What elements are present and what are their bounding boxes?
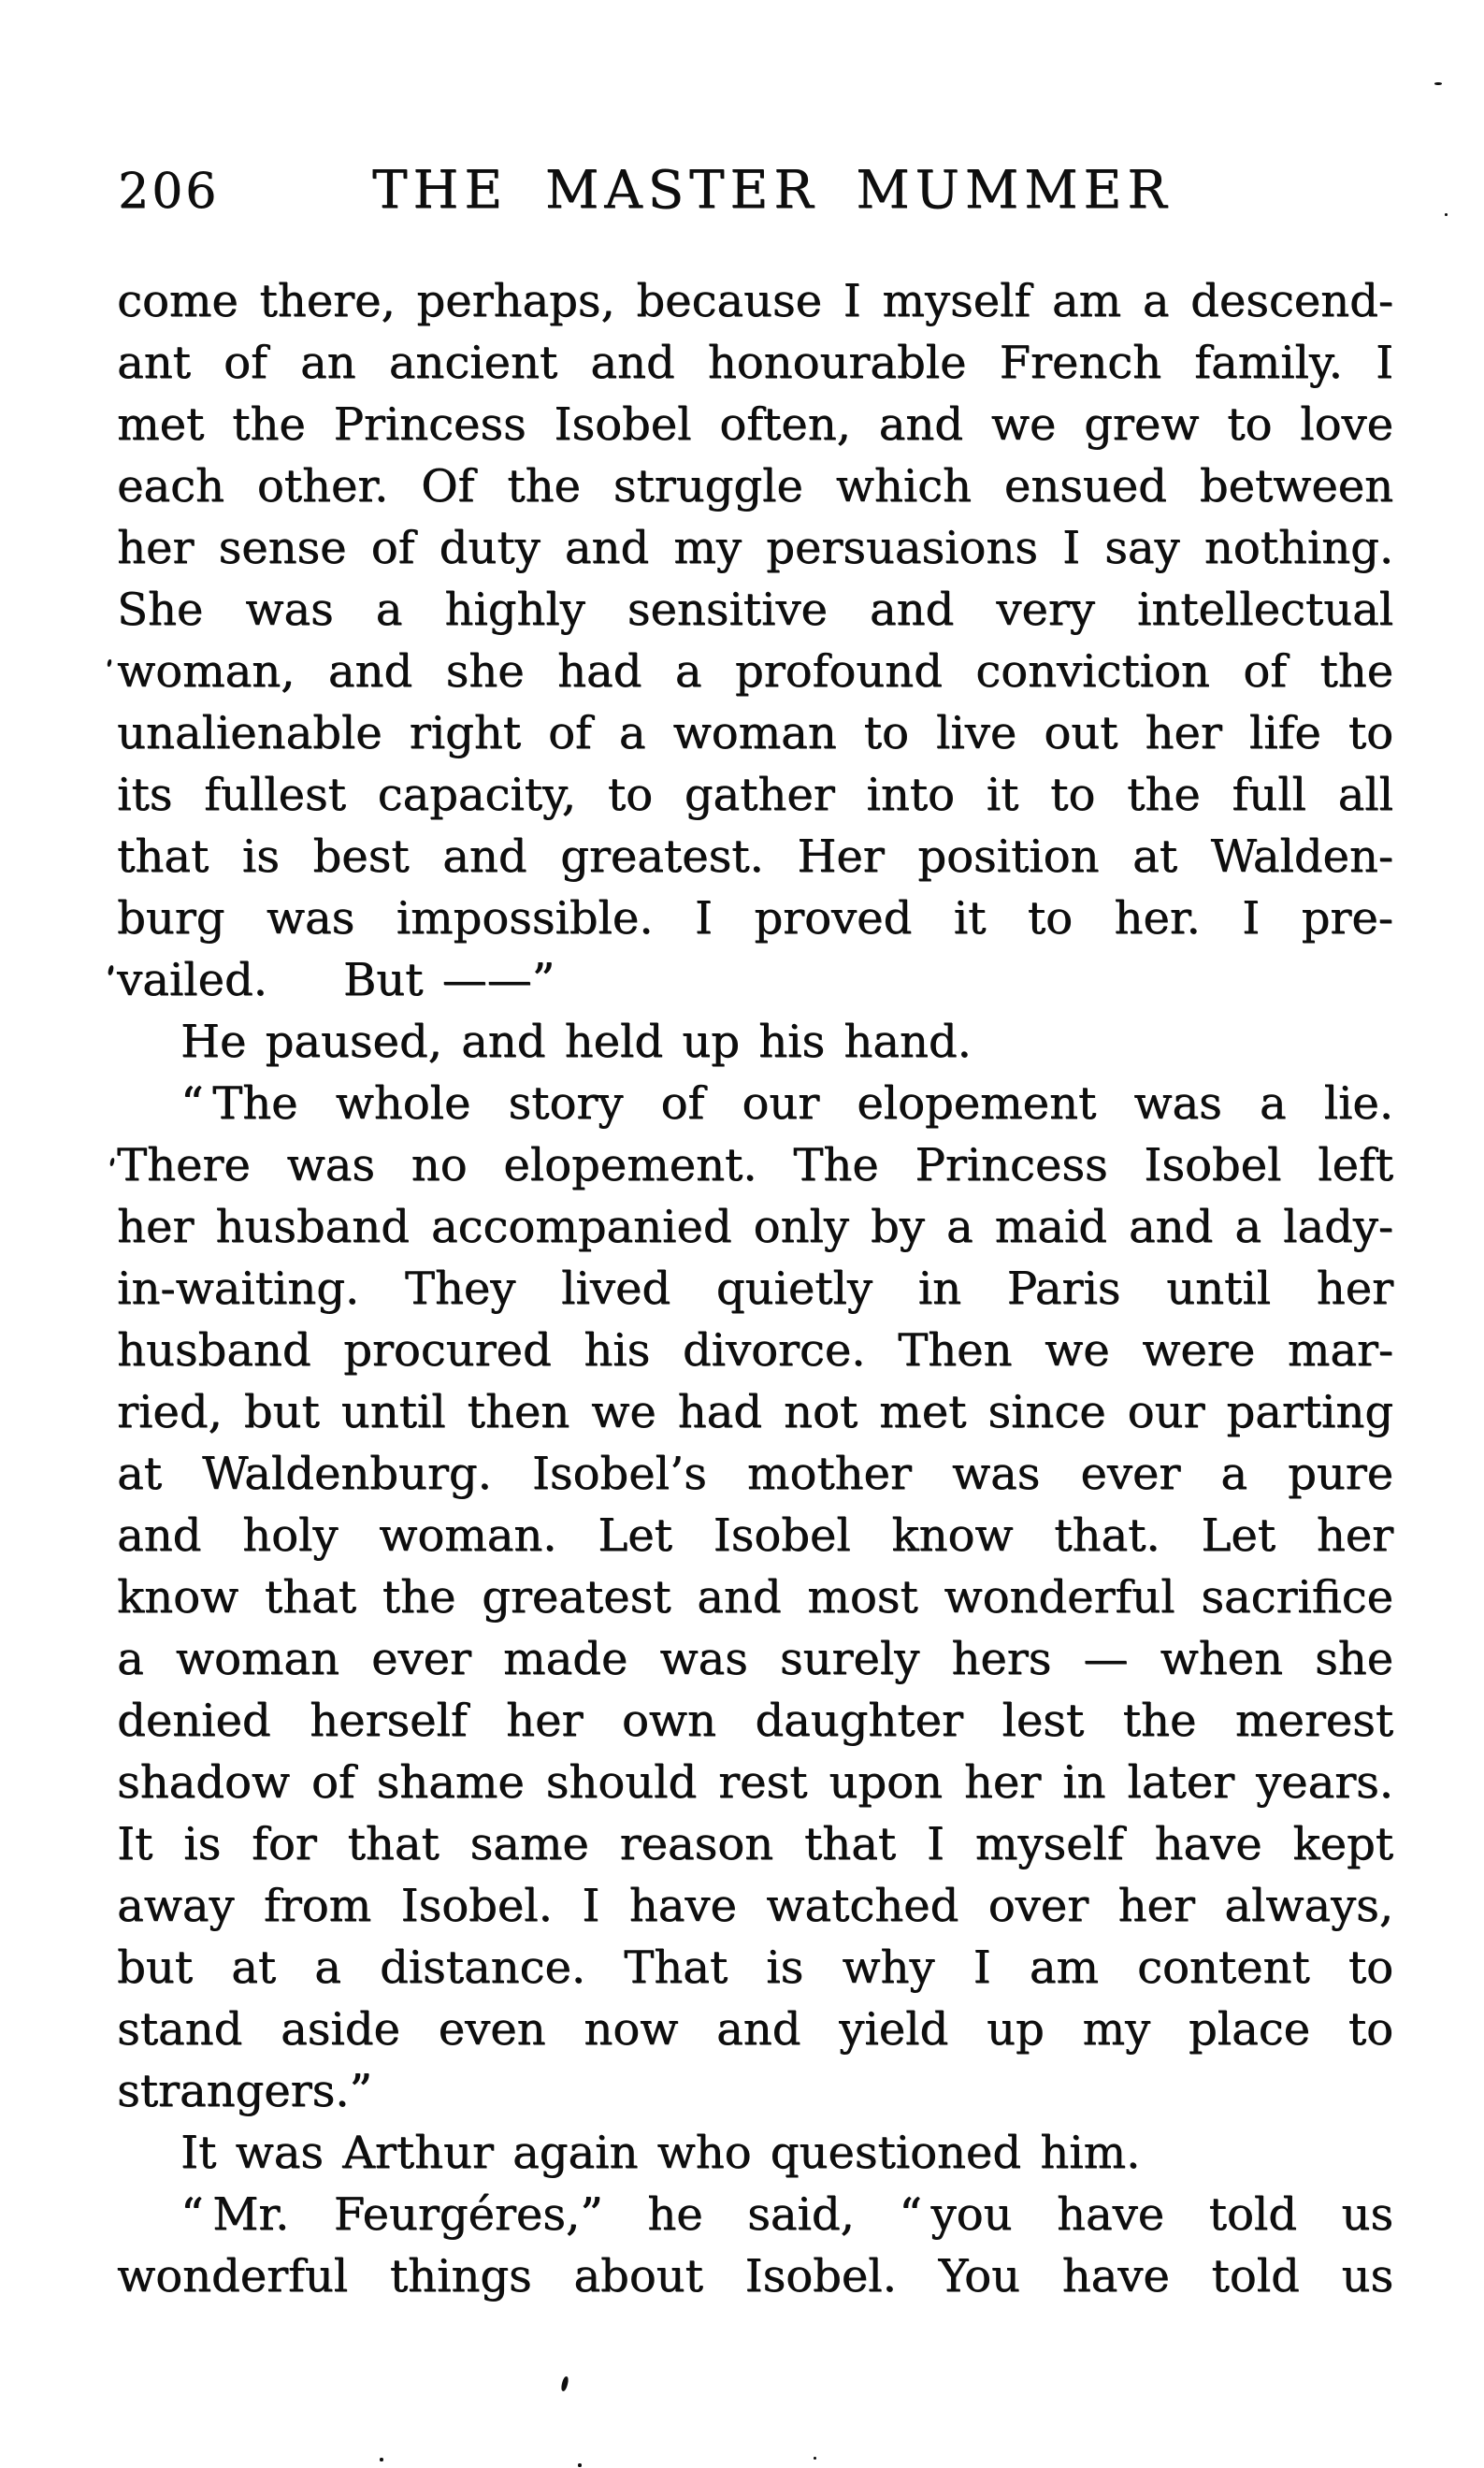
scan-speck: [108, 965, 115, 976]
scan-speck: [560, 2376, 569, 2392]
text-line: woman, and she had a profound conviction of the: [117, 645, 1393, 698]
scan-speck: [578, 2463, 582, 2467]
text-line: know that the greatest and most wonderful sacrifice: [117, 1571, 1393, 1624]
text-line: ant of an ancient and honourable French family. I: [117, 337, 1393, 389]
text-line: denied herself her own daughter lest the merest: [117, 1695, 1393, 1747]
text-line: come there, perhaps, because I myself am a descend-: [117, 275, 1393, 327]
text-line: in-waiting. They lived quietly in Paris until her: [117, 1263, 1393, 1315]
scan-speck: [380, 2458, 383, 2461]
text-line: “ The whole story of our elopement was a lie.: [180, 1077, 1393, 1130]
text-line: a woman ever made was surely hers — when she: [117, 1633, 1393, 1685]
text-line: and holy woman. Let Isobel know that. Let her: [117, 1509, 1393, 1562]
body-text: [117, 270, 1393, 2307]
text-line: There was no elopement. The Princess Isobel left: [117, 1139, 1393, 1191]
scan-speck: [1434, 82, 1442, 85]
text-line: each other. Of the struggle which ensued between: [117, 460, 1393, 512]
text-line: He paused, and held up his hand.: [180, 1016, 972, 1068]
text-line: its fullest capacity, to gather into it to the full all: [117, 769, 1393, 821]
scan-speck: [814, 2457, 816, 2460]
text-line: It is for that same reason that I myself have kept: [117, 1818, 1393, 1870]
scan-speck: [1445, 213, 1448, 216]
running-title: THE MASTER MUMMER: [372, 160, 1173, 221]
text-line: “ Mr. Feurgéres,” he said, “ you have told us: [180, 2188, 1393, 2241]
scan-speck: [107, 659, 112, 668]
text-line: her sense of duty and my persuasions I say nothing.: [117, 522, 1393, 574]
text-line: her husband accompanied only by a maid and a lady-: [117, 1201, 1393, 1253]
text-line: stand aside even now and yield up my place to: [117, 2003, 1393, 2056]
text-line: wonderful things about Isobel. You have told us: [117, 2250, 1393, 2302]
text-line: strangers.”: [117, 2065, 372, 2117]
page-number: 206: [118, 164, 220, 220]
text-line: away from Isobel. I have watched over her always,: [117, 1880, 1393, 1932]
text-line: burg was impossible. I proved it to her. I pre-: [117, 892, 1393, 945]
text-line: vailed. But ——”: [117, 954, 555, 1006]
text-line: unalienable right of a woman to live out her life to: [117, 707, 1393, 759]
text-line: ried, but until then we had not met since our parting: [117, 1386, 1393, 1438]
scan-speck: [109, 1158, 115, 1167]
text-line: but at a distance. That is why I am content to: [117, 1941, 1393, 1994]
text-line: met the Princess Isobel often, and we grew to love: [117, 398, 1393, 451]
text-line: that is best and greatest. Her position at Walden-: [117, 830, 1393, 883]
text-line: shadow of shame should rest upon her in later years.: [117, 1756, 1393, 1809]
text-line: She was a highly sensitive and very intellectual: [117, 584, 1393, 636]
text-line: husband procured his divorce. Then we were mar-: [117, 1324, 1393, 1377]
text-line: at Waldenburg. Isobel’s mother was ever a pure: [117, 1448, 1393, 1500]
text-line: It was Arthur again who questioned him.: [180, 2127, 1141, 2179]
